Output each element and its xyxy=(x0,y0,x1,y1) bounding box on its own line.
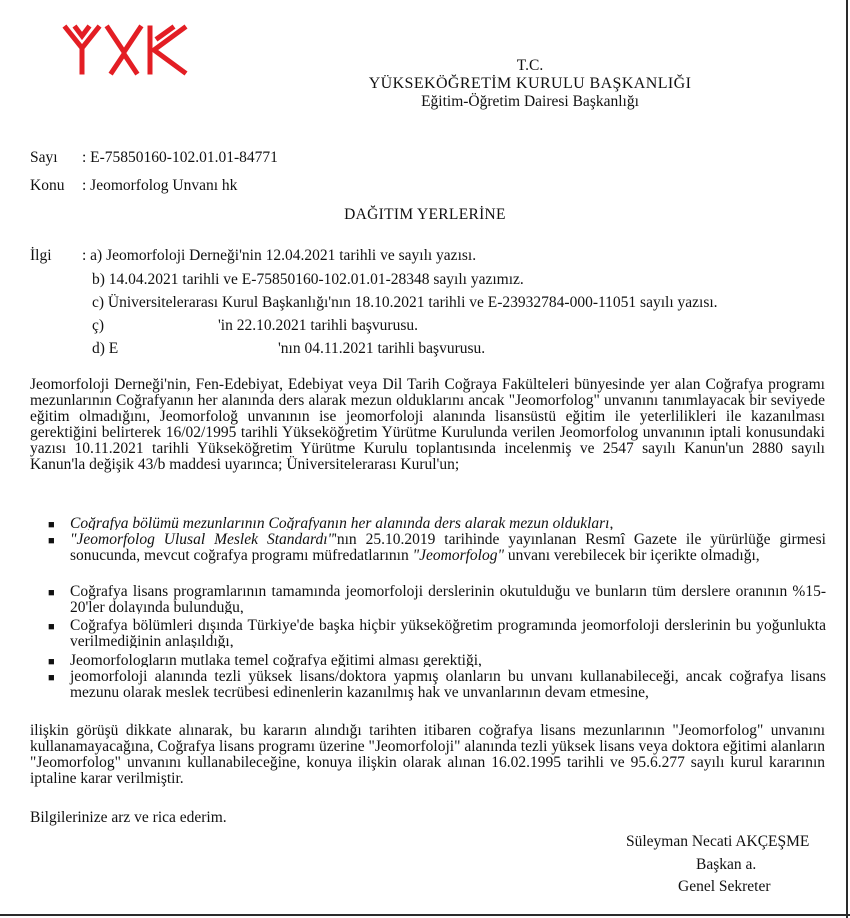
sayi-label: Sayı xyxy=(30,149,58,166)
header-tc: T.C. xyxy=(516,57,544,74)
page-border-right xyxy=(846,0,848,918)
ilgi-item-d-text: 'nın 04.11.2021 tarihli başvurusu. xyxy=(278,340,486,357)
bullet-item xyxy=(48,532,826,580)
bullet-text: Coğrafya lisans programlarının tamamında jeomorfoloji derslerinin okutulduğu ve bunların tüm derslere oranının %15-20'ler dolayında bulunduğu, xyxy=(70,584,826,614)
ilgi-item-c2-text: 'in 22.10.2021 tarihli başvurusu. xyxy=(218,317,418,334)
ilgi-item-a: : a) Jeomorfoloji Derneği'nin 12.04.2021 tarihli ve sayılı yazısı. xyxy=(82,247,477,264)
ilgi-label: İlgi xyxy=(30,247,52,264)
bullet-italic-text: Coğrafya bölümü mezunlarının Coğrafyanın her alanında ders alarak mezun oldukları, xyxy=(70,516,614,530)
page-border-bottom xyxy=(0,914,850,916)
bullet-item xyxy=(48,653,826,667)
bullet-item xyxy=(48,618,826,648)
bullet-icon: ■ xyxy=(48,535,55,547)
ilgi-item-c: c) Üniversitelerarası Kurul Başkanlığı'nın 18.10.2021 tarihli ve E-23932784-000-11051 sayılı yazısı. xyxy=(92,294,718,311)
signatory-title: Başkan a. xyxy=(696,856,757,873)
signatory-name: Süleyman Necati AKÇEŞME xyxy=(626,833,810,850)
bullet-italic-mid: "Jeomorfolog" xyxy=(412,546,504,564)
conclusion-paragraph: ilişkin görüşü dikkate alınarak, bu kararın alındığı tarihten itibaren coğrafya lisans mezunlarının "Jeomorfolog" unvanını kullanamayacağına, Coğrafya lisans programı üzerine "Jeomorfoloji" alanında tezli yüksek lisans veya doktora eğitimi alanların "Jeomorfolog" unvanını kullanabileceğine, konuya ilişkin olarak alınan 16.02.1995 tarihli ve 95.6.277 sayılı kurul kararının iptaline karar verilmiştir. xyxy=(30,722,825,787)
bullet-icon: ■ xyxy=(48,621,55,633)
ilgi-item-c2-prefix: ç) xyxy=(92,317,105,334)
bullet-item xyxy=(48,584,826,614)
bullet-text: Jeomorfologların mutlaka temel coğrafya eğitimi alması gerektiği, xyxy=(70,653,482,667)
bullet-text-tail: unvanı verebilecek bir içerikte olmadığı, xyxy=(503,546,760,564)
distribution-title: DAĞITIM YERLERİNE xyxy=(344,206,506,223)
yok-logo-icon xyxy=(62,24,192,76)
bullet-icon: ■ xyxy=(48,656,55,667)
ilgi-item-b: b) 14.04.2021 tarihli ve E-75850160-102.01.01-28348 sayılı yazımız. xyxy=(92,271,524,288)
bullet-icon: ■ xyxy=(48,519,55,530)
bullet-text: 'nın 25.10.2019 tarihinde yayınlanan Resmî Gazete ile yürürlüğe girmesi sonucunda, mevcut coğrafya programı müfredatlarının xyxy=(70,532,826,564)
sayi-value: : E-75850160-102.01.01-84771 xyxy=(82,149,278,166)
bullet-item xyxy=(48,669,826,703)
signatory-role: Genel Sekreter xyxy=(678,878,771,895)
konu-label: Konu xyxy=(30,177,65,194)
bullet-italic-text: "Jeomorfolog Ulusal Meslek Standardı" xyxy=(70,532,335,548)
bullet-text: Coğrafya bölümleri dışında Türkiye'de başka hiçbir yükseköğretim programında jeomorfoloji derslerinin bu yoğunlukta verilmediğinin anlaşıldığı, xyxy=(70,618,826,648)
body-paragraph: Jeomorfoloji Derneği'nin, Fen-Edebiyat, Edebiyat veya Dil Tarih Coğraya Fakülteleri bünyesinde yer alan Coğrafya programı mezunlarının Coğrafyanın her alanında ders alarak mezun olduklarını ancak "Jeomorfolog" unvanını tanımlayacak bir seviyede eğitim olmadığını, Jeomorfoloğ unvanının ise jeomorfoloji alanında lisansüstü eğitim ile yeterlilikleri ile kazanılması gerektiğini belirterek 16/02/1995 tarihli Yükseköğretim Yürütme Kurulunda verilen Jeomorfolog unvanının iptali konusundaki yazısı 10.11.2021 tarihli Yükseköğretim Yürütme Kurulu toplantısında incelenmiş ve 2547 sayılı Kanun'un 2880 sayılı Kanun'la değişik 43/b maddesi uyarınca; Üniversitelerarası Kurul'un; xyxy=(30,376,825,473)
header-institution: YÜKSEKÖĞRETİM KURULU BAŞKANLIĞI xyxy=(368,75,692,92)
bullet-icon: ■ xyxy=(48,672,55,684)
bullet-text: jeomorfoloji alanında tezli yüksek lisans/doktora yapmış olanların bu unvanı kullanabileceği, ancak coğrafya lisans mezunu olarak meslek tecrübesi edinenlerin kazanılmış hak ve unvanlarının devam etmesine, xyxy=(70,669,826,701)
bullet-item xyxy=(48,516,826,530)
header-department: Eğitim-Öğretim Dairesi Başkanlığı xyxy=(421,93,639,110)
yok-logo xyxy=(62,24,192,76)
konu-value: : Jeomorfolog Unvanı hk xyxy=(82,177,238,194)
ilgi-item-d-prefix: d) E xyxy=(92,340,119,357)
closing-text: Bilgilerinize arz ve rica ederim. xyxy=(30,809,227,826)
bullet-icon: ■ xyxy=(48,587,55,599)
